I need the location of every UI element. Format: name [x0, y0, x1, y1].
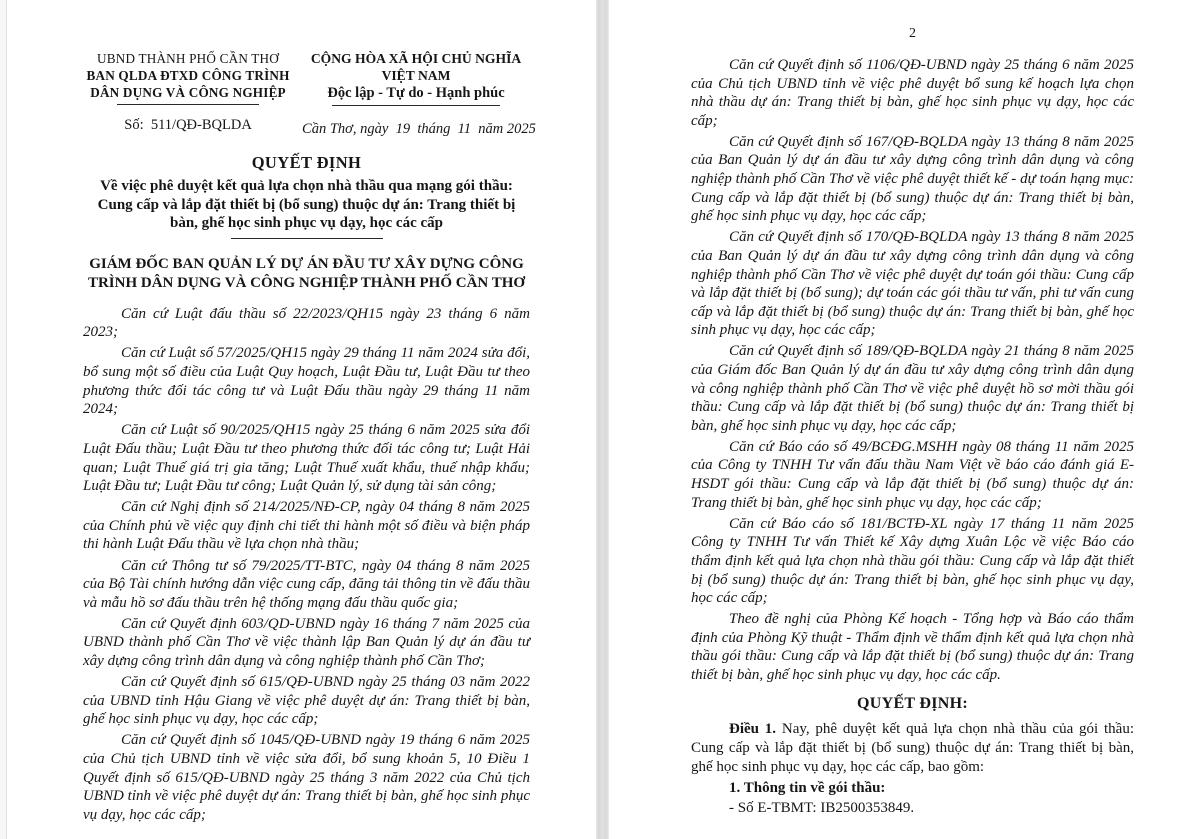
legal-basis-paragraph: Căn cứ Báo cáo số 49/BCĐG.MSHH ngày 08 tháng 11 năm 2025 của Công ty TNHH Tư vấn đấu thầu Nam Việt về báo cáo đánh giá E-HSDT gói thầu: Cung cấp và lắp đặt thiết bị (bổ sung) thuộc dự án: Trang thiết bị bàn, ghế học sinh phục vụ dạy, học các cấp;	[691, 438, 1134, 511]
article-1-label: Điều 1.	[729, 720, 777, 737]
page-gutter	[596, 0, 609, 839]
issuing-agency-block	[83, 50, 293, 134]
legal-basis-paragraph: Căn cứ Quyết định số 189/QĐ-BQLDA ngày 21 tháng 8 năm 2025 của Giám đốc Ban Quản lý dự án đầu tư xây dựng công trình dân dụng và công nghiệp thành phố Cần Thơ về việc phê duyệt hồ sơ mời thầu gói thầu: Cung cấp và lắp đặt thiết bị (bổ sung) thuộc dự án: Trang thiết bị bàn, ghế học sinh phục vụ dạy, học các cấp;	[691, 343, 1134, 434]
legal-basis-paragraph: Căn cứ Quyết định số 1045/QĐ-UBND ngày 19 tháng 6 năm 2025 của Chủ tịch UBND tỉnh về việc sửa đổi, bổ sung khoản 5, 10 Điều 1 Quyết định số 615/QĐ-UBND ngày 25 tháng 3 năm 2022 của Chủ tịch UBND tỉnh về việc phê duyệt dự án: Trang thiết bị bàn, ghế học sinh phục vụ dạy, học các cấp;	[83, 732, 530, 823]
tbmt-number-line: - Số E-TBMT: IB2500353849.	[729, 799, 915, 816]
legal-basis-paragraph: Căn cứ Quyết định số 1106/QĐ-UBND ngày 25 tháng 6 năm 2025 của Chủ tịch UBND tỉnh về việc phê duyệt bổ sung kế hoạch lựa chọn nhà thầu dự án: Trang thiết bị bàn, ghế học sinh phục vụ dạy, học các cấp;	[691, 57, 1134, 129]
decision-heading: QUYẾT ĐỊNH:	[856, 694, 969, 712]
legal-basis-paragraph: Căn cứ Quyết định số 615/QĐ-UBND ngày 25 tháng 03 năm 2022 của UBND tỉnh Hậu Giang về việc phê duyệt dự án: Trang thiết bị bàn, ghế học sinh phục vụ dạy, học các cấp;	[83, 674, 530, 728]
legal-basis-paragraph: Căn cứ Nghị định số 214/2025/NĐ-CP, ngày 04 tháng 8 năm 2025 của Chính phủ về việc quy định chi tiết thi hành một số điều và biện pháp thi hành Luật Đấu thầu về lựa chọn nhà thầu;	[83, 499, 530, 553]
issuing-authority-heading: GIÁM ĐỐC BAN QUẢN LÝ DỰ ÁN ĐẦU TƯ XÂY DỰNG CÔNG TRÌNH DÂN DỤNG VÀ CÔNG NGHIỆP THÀNH PHỐ CẦN THƠ	[87, 255, 526, 291]
article-1-text: Nay, phê duyệt kết quả lựa chọn nhà thầu của gói thầu: Cung cấp và lắp đặt thiết bị (bổ sung) thuộc dự án: Trang thiết bị bàn, ghế học sinh phục vụ dạy, học các cấp, bao gồm:	[691, 720, 1135, 775]
legal-basis-paragraph: Căn cứ Quyết định số 170/QĐ-BQLDA ngày 13 tháng 8 năm 2025 của Ban Quản lý dự án đầu tư xây dựng công trình dân dụng và công nghiệp thành phố Cần Thơ về việc phê duyệt dự toán gói thầu: Cung cấp và lắp đặt thiết bị (bổ sung); dự toán các gói thầu tư vấn, phi tư vấn cung cấp và lắp đặt thiết bị (bổ sung) thuộc dự án: Trang thiết bị bàn, ghế học sinh phục vụ dạy, học các cấp;	[691, 229, 1134, 339]
national-motto: Độc lập - Tự do - Hạnh phúc	[327, 85, 505, 101]
document-header	[83, 50, 536, 138]
legal-basis-paragraph: Căn cứ Luật đấu thầu số 22/2023/QH15 ngày 23 tháng 6 năm 2023;	[83, 305, 530, 341]
page-1-content	[7, 0, 596, 824]
document-title: QUYẾT ĐỊNH	[251, 153, 362, 172]
legal-basis-paragraph: Theo đề nghị của Phòng Kế hoạch - Tổng hợp và Báo cáo thẩm định của Phòng Kỹ thuật - Thẩm định về thẩm định kết quả lựa chọn nhà thầu gói thầu: Cung cấp và lắp đặt thiết bị (bổ sung) thuộc dự án: Trang thiết bị bàn, ghế học sinh phục vụ dạy, học các cấp.	[691, 611, 1134, 683]
legal-basis-list-page1	[83, 305, 530, 825]
national-title: CỘNG HÒA XÃ HỘI CHỦ NGHĨA VIỆT NAM	[310, 51, 522, 83]
document-number: Số: 511/QĐ-BQLDA	[124, 117, 252, 133]
agency-name-line1: BAN QLDA ĐTXD CÔNG TRÌNH	[86, 68, 290, 83]
page-1	[7, 0, 596, 839]
legal-basis-paragraph: Căn cứ Quyết định 603/QD-UBND ngày 16 tháng 7 năm 2025 của UBND thành phố Cần Thơ về việc thành lập Ban Quản lý dự án đầu tư xây dựng công trình dân dụng và công nghiệp thành phố Cần Thơ;	[83, 615, 530, 669]
legal-basis-paragraph: Căn cứ Báo cáo số 181/BCTĐ-XL ngày 17 tháng 11 năm 2025 Công ty TNHH Tư vấn Thiết kế Xây dựng Xuân Lộc về việc Báo cáo thẩm định kết quả lựa chọn nhà thầu gói thầu: Cung cấp và lắp đặt thiết bị (bổ sung) thuộc dự án: Trang thiết bị bàn, ghế học sinh phục vụ dạy, học các cấp;	[691, 515, 1134, 607]
page-number: 2	[909, 26, 916, 41]
legal-basis-paragraph: Căn cứ Quyết định số 167/QĐ-BQLDA ngày 13 tháng 8 năm 2025 của Ban Quản lý dự án đầu tư xây dựng công trình dân dụng và công nghiệp thành phố Cần Thơ về việc phê duyệt thiết kế - dự toán hạng mục: Cung cấp và lắp đặt thiết bị (bổ sung) thuộc dự án: Trang thiết bị bàn, ghế học sinh phục vụ dạy, học các cấp;	[691, 133, 1134, 225]
agency-parent-name: UBND THÀNH PHỐ CẦN THƠ	[97, 51, 280, 66]
article-1-paragraph	[691, 720, 1134, 777]
left-page-edge	[0, 0, 7, 839]
title-underline	[231, 238, 383, 239]
legal-basis-paragraph: Căn cứ Luật số 57/2025/QH15 ngày 29 tháng 11 năm 2024 sửa đổi, bổ sung một số điều của Luật Quy hoạch, Luật Đầu tư, Luật Đầu tư theo phương thức đối tác công tư và Luật Đấu thầu ngày 29 tháng 11 năm 2024;	[83, 345, 530, 418]
page-2	[609, 0, 1200, 839]
agency-underline	[117, 104, 259, 105]
national-header-block	[302, 50, 536, 138]
page-2-content	[609, 0, 1200, 817]
place-date-line: Cần Thơ, ngày 19 tháng 11 năm 2025	[302, 121, 536, 137]
motto-underline	[332, 105, 500, 106]
document-subject: Về việc phê duyệt kết quả lựa chọn nhà thầu qua mạng gói thầu: Cung cấp và lắp đặt thiết bị (bổ sung) thuộc dự án: Trang thiết bị bàn, ghế học sinh phục vụ dạy, học các cấp	[97, 178, 516, 232]
legal-basis-paragraph: Căn cứ Luật số 90/2025/QH15 ngày 25 tháng 6 năm 2025 sửa đổi Luật Đấu thầu; Luật Đầu tư theo phương thức đối tác công tư; Luật Hải quan; Luật Thuế giá trị gia tăng; Luật Thuế xuất khẩu, thuế nhập khẩu; Luật Đầu tư; Luật Đầu tư công; Luật Quản lý, sử dụng tài sản công;	[83, 422, 530, 495]
document-title-block	[83, 153, 530, 239]
legal-basis-paragraph: Căn cứ Thông tư số 79/2025/TT-BTC, ngày 04 tháng 8 năm 2025 của Bộ Tài chính hướng dẫn việc cung cấp, đăng tải thông tin về đấu thầu và mẫu hồ sơ đấu thầu trên hệ thống mạng đấu thầu quốc gia;	[83, 557, 530, 611]
legal-basis-list-page2	[691, 56, 1134, 685]
agency-name-line2: DÂN DỤNG VÀ CÔNG NGHIỆP	[90, 85, 286, 100]
section-1-heading: 1. Thông tin về gói thầu:	[729, 779, 886, 796]
